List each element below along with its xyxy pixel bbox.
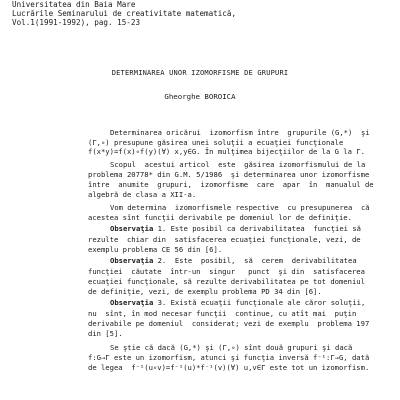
- paragraph-line: f:G→Γ este un izomorfism, atunci şi funcţia inversă f⁻¹:Γ→G, dată: [88, 353, 370, 362]
- paragraph-line: ecuaţiei funcţionale, să rezulte derivabilitatea pe tot domeniul: [88, 277, 365, 286]
- paragraph-line: de definiţie, vezi, de exemplu problema PD 34 din [6].: [88, 287, 322, 296]
- paragraph-line: nu sînt, în mod necesar funcţii continue, cu atît mai puţin: [88, 309, 357, 318]
- paper-author: Gheorghe BOROICA: [164, 92, 236, 101]
- paper-title: DETERMINAREA UNOR IZOMORFISME DE GRUPURI: [111, 69, 289, 77]
- header-institution: Universitatea din Baia Mare: [12, 0, 136, 9]
- paragraph-line: f(x*y)=f(x)∘f(y)(∀) x,y∈G. În mulţimea bijecţiilor de la G la Γ.: [88, 147, 365, 156]
- header-journal: Lucrările Seminarului de creativitate matematică,: [12, 9, 237, 18]
- observation-3-line: [110, 298, 365, 307]
- paragraph-line: Scopul acestui articol este găsirea izomorfismului de la: [110, 160, 366, 169]
- header-volume: Vol.1(1991-1992), pag. 15-23: [12, 18, 141, 27]
- observation-text: 2. Este posibil, să cerem derivabilitatea: [153, 256, 357, 265]
- paragraph-line: algebră de clasa a XII-a.: [88, 190, 197, 199]
- paragraph-line: rezulte chiar din satisfacerea ecuaţiei funcţionale, vezi, de: [88, 235, 361, 244]
- paragraph-line: Se ştie că dacă (G,*) şi (Γ,∘) sînt două grupuri şi dacă: [110, 343, 353, 352]
- paragraph-line: între anumite grupuri, izomorfisme care apar în manualul de: [88, 180, 374, 189]
- observation-label: Observaţia: [110, 224, 154, 233]
- paragraph-line: (Γ,∘) presupune găsirea unei soluţii a ecuaţiei funcţionale: [88, 138, 344, 147]
- paragraph-line: problema 20778* din G.M. 5/1986 şi determinarea unor izomorfisme: [88, 170, 370, 179]
- observation-1-line: [110, 224, 361, 233]
- paragraph-line: acestea sînt funcţii derivabile pe domeniul lor de definiţie.: [88, 213, 352, 222]
- paragraph-line: de legea f⁻¹(u∘v)=f⁻¹(u)*f⁻¹(v)(∀) u,v∈Γ este tot un izomorfism.: [88, 363, 370, 372]
- observation-2-line: [110, 256, 357, 265]
- observation-label: Observaţia: [110, 256, 154, 265]
- paragraph-line: derivabile pe domeniul considerat; vezi de exemplu problema 197: [88, 319, 370, 328]
- observation-label: Observaţia: [110, 298, 154, 307]
- paragraph-line: Determinarea oricărui izomorfism între grupurile (G,*) şi: [110, 128, 370, 137]
- paragraph-line: funcţiei căutate într-un singur punct şi din satisfacerea: [88, 267, 365, 276]
- paragraph-line: Vom determina izomorfismele respective cu presupunerea că: [110, 203, 370, 212]
- paragraph-line: din [5].: [88, 329, 123, 338]
- paragraph-line: exemplu problema CE 56 din [6].: [88, 245, 223, 254]
- observation-text: 3. Există ecuaţii funcţionale ale căror soluţii,: [153, 298, 366, 307]
- observation-text: 1. Este posibil ca derivabilitatea funcţiei să: [153, 224, 361, 233]
